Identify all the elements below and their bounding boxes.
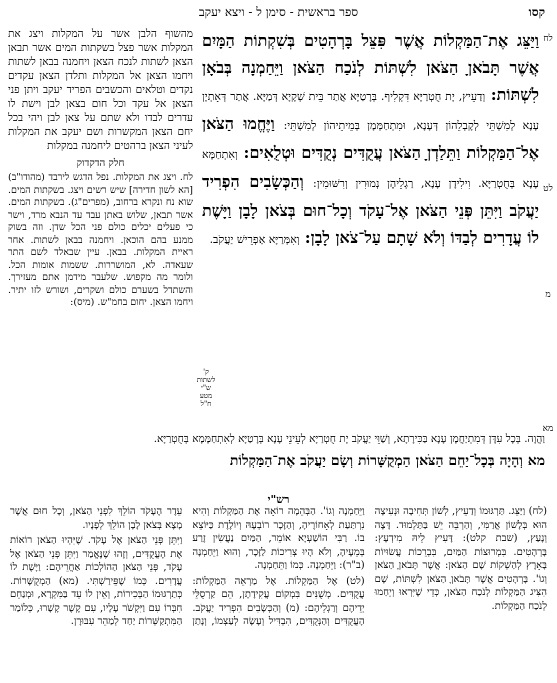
torah-text-column	[202, 27, 539, 432]
verse-marker-39: לט	[543, 184, 553, 194]
page-header	[12, 5, 545, 23]
rashi-commentary	[10, 505, 547, 680]
verse-markers	[539, 27, 557, 467]
full-width-text	[12, 433, 545, 489]
verse-marker-38: לח	[543, 34, 553, 44]
grammar-section-text: לח. ויצג את המקלות. נפל הדגש לירבד (מהודו"ב) [הא לשון חדירה] שיש רשים ויצג. בשקתות המים. שוא נח ונקרא ברחוב, (מפרים"ג). בשקתות המים. אשר תבאן, שלוש באתן עבד עד הנבא מרד, וישר כי פעלים יכלים כולם פני הכל שדן. וזה בשוק ממנע בהם הוכאן. ויחמנה בבאן לשתות. אחר ראיית המקלות. בבאן. עיין שבאלד לשם התר שעאדה. לא, המושררות. ששמות אומות הכל. ולומר מה מקפוש. שלעבר מידמן אתם מעזירך. והשתדל בשערם כולם ושקרים, ושורש לזו יתיר. ויחמו הצאן. יחום בחמ"ש. (מיס):	[8, 172, 193, 308]
verse-41: מא וְהָיָה בְּכָל־יַחֵם הַצֹּאן הַמְקֻשָּׁרוֹת וְשָׂם יַעֲקֹב אֶת־הַמַּקְלוֹת	[229, 453, 545, 469]
page-title: ספר בראשית - סימן ל - ויצא יעקב	[198, 5, 359, 19]
side-column-text: מהשוף הלבן אשר על המקלות ויצג את המקלות אשר פצל בשקתות המים אשר תבאן הצאן לשתות לנכח הצאן ויחמנה בבאן לשתות ויחמו הצאן אל המקלות ותלדן הצאן עקדים נקדים וטלאים והכשבים הפריד יעקב ויתן פני הצאן אל עקד וכל חום בצאן לבן וישת לו עדרים לבדו ולא שתם על צאן לבן ויהי בכל יחם הצאן המקשרות ושם יעקב את המקלות לעיני הצאן ברהטים ליחמנה במקלות	[8, 28, 193, 152]
rashi-paragraph: וַיִּתֵּן פְּנֵי הַצֹּאן אֶל עָקֹד. שֶׁיִּהְיוּ הַצֹּאן רוֹאוֹת אֶת הָעֲקֻדִּים, וְזֶהוּ שֶׁנֶּאֱמַר וַיִּתֵּן פְּנֵי הַצֹּאן אֶל עָקֹד, פְּנֵי הַצֹּאן הַהוֹלְכוֹת אַחֲרֵיהֶם: וַיָּשֶׁת לוֹ עֲדָרִים. כְּמוֹ שֶׁפֵּירַשְׁתִּי. (מא) הַמְקֻשָּׁרוֹת. כְּתַרְגּוּמוֹ הַבְּכִירוֹת, וְאֵין לוֹ עֵד בַּמִּקְרָא, וּמְנַחֵם חִבְּרוֹ עִם וַיִּקְשֹׁר עָלָיו, עִם קֶשֶׁר קָשָׁרוּ, כְּלוֹמַר הַמִּתְקַשְּׁרוֹת יַחַד לְמַהֵר עִבּוּרָן.	[10, 535, 183, 627]
verse-39: וַיֶּחֱמוּ הַצֹּאן אֶל־הַמַּקְלוֹת וַתֵּלַדְןָ הַצֹּאן עֲקֻדִּים נְקֻדִּים וּטְלֻאִים:	[202, 114, 539, 162]
targum-41: וַהֲוָה. בְּכָל עִדָּן דְּמִתְיַחֲמָן עָנָא בַּכִּירָתָא, וְשַׁוֵּי יַעֲקֹב יָת חֻטְרַיָּא לְעֵינֵי עָנָא בְּרָטַיָּא לְאִתְחַמָּמָא בְּחֻטְרַיָּא.	[153, 433, 545, 445]
grammar-section-heading: חלק הדקדוק	[76, 158, 125, 169]
verse-38: וַיַּצֵּג אֶת־הַמַּקְלוֹת אֲשֶׁר פִּצֵּל בָּרְהָטִים בְּשִׁקְתוֹת הַמָּיִם אֲשֶׁר תָּבֹאןָ הַצֹּאן לִשְׁתּוֹת לְנֹכַח הַצֹּאן וַיֵּחַמְנָה בְּבֹאָן לִשְׁתּוֹת:	[202, 31, 539, 104]
targum-40: וְאִמְּרַיָּא אַפְרֵישׁ יַעֲקֹב.	[209, 233, 300, 246]
margin-note: ק' לשתות ש"י מטע ח"ל	[196, 368, 216, 408]
verse-marker-40: מ	[545, 290, 551, 300]
targum-38: וְדַעֵיץ, יָת חֻטְרַיָּא דִּקְלִיף. בְּרָטַיָּא אֲתַר בֵּית שְׁקָיָא דְּמַיָּא. אֲתַר דְּאָתְיָן עָנָא לְמִשְׁתֵּי לְקָבְלֵהוֹן דְּעָנָא, וּמִתְחַמְּמָן בְּמֵיתֵיהוֹן לְמִשְׁתֵּי:	[202, 90, 539, 132]
verse-marker-41: מא	[542, 424, 554, 434]
targum-39: וְאִתְחַמָּא עָנָא בְּחֻטְרַיָּא. וִילִידָן עָנָא, רַגְלֵיהֶן נְמוּרִין וְרִשּׁוּמִין:	[202, 148, 539, 190]
page-number: קסו	[528, 5, 545, 19]
rashi-title: רש"י	[267, 493, 290, 506]
verse-40: וְהַכְּשָׂבִים הִפְרִיד יַעֲקֹב וַיִּתֵּן פְּנֵי הַצֹּאן אֶל־עָקֹד וְכָל־חוּם בְּצֹאן לָבָן וַיָּשֶׁת לוֹ עֲדָרִים לְבַדּוֹ וְלֹא שָׁתָם עַל־צֹאן לָבָן:	[202, 172, 539, 247]
commentary-side-column	[8, 27, 193, 429]
rashi-paragraph: (לח) וַיַּצֵּג. תַּרְגּוּמוֹ וְדַעֵיץ, לְשׁוֹן תְּחִיבָה וּנְעִיצָה הוּא בְּלָשׁוֹן אֲרַמִּי, וְהַרְבֵּה יֵשׁ בַּתַּלְמוּד. דָּצָה וְנָעַץ, (שבת קלט): דָּעִיץ לֵיהּ מִידְעָץ: בָּרְהָטִים. בִּמְרוּצוֹת הַמַּיִם, בִּבְרֵכוֹת עֲשׂוּיוֹת בָּאָרֶץ לְהַשְׁקוֹת שָׁם הַצֹּאן: אֲשֶׁר תָּבֹאןָ הַצֹּאן וְגוֹ'. בָּרְהָטִים אֲשֶׁר תָּבֹאןָ הַצֹּאן לִשְׁתּוֹת, שָׁם הִצִּיג הַמַּקְלוֹת לְנֹכַח הַצֹּאן, כְּדֵי שֶׁיִּרְאוּ וְיֵחַמוּ לְנֹכַח הַמַּקְלוֹת.	[374, 506, 547, 612]
rashi-paragraph: (לט) אֶל הַמַּקְלוֹת. אֶל מַרְאֵה הַמַּקְלוֹת: עֲקֻדִּים. מְשֻׁנִּים בִּמְקוֹם עֲקִידָתָן, הֵם קַרְסֻלֵּי יְדֵיהֶם וְרַגְלֵיהֶם: (מ) וְהַכְּשָׂבִים הִפְרִיד יַעֲקֹב. הָעֲקֻדִּים וְהַנְּקֻדִּים, הִבְדִּיל וְעָשָׂה לְעַצְמוֹ, וְנָתַן עֵדֶר הֶעָקֹד הוֹלֵךְ לִפְנֵי הַצֹּאן, וְכָל חוּם אֲשֶׁר מָצָא בְּצֹאן לָבָן הוֹלֵךְ לְפָנָיו.	[10, 506, 365, 627]
rashi-paragraph: וַיֵּחַמְנָה וְגוֹ'. הַבְּהֵמָה רוֹאָה אֶת הַמַּקְלוֹת וְהִיא נִרְתַּעַת לְאָחוֹרֶיהָ, וְהַזָּכָר רוֹבְעָהּ וְיוֹלֶדֶת כַּיּוֹצֵא בוֹ. רַבִּי הוֹשַׁעְיָא אוֹמֵר, הַמַּיִם נַעֲשִׂין זֶרַע בְּמֵעֶיהָ, וְלֹא הָיוּ צְרִיכוֹת לַזָּכָר, וְהוּא וַיֵּחַמְנָה (ב"ר): וַיֵּחַמְנָה. כְּמוֹ וַתֵּחַמְנָה.	[192, 506, 365, 571]
